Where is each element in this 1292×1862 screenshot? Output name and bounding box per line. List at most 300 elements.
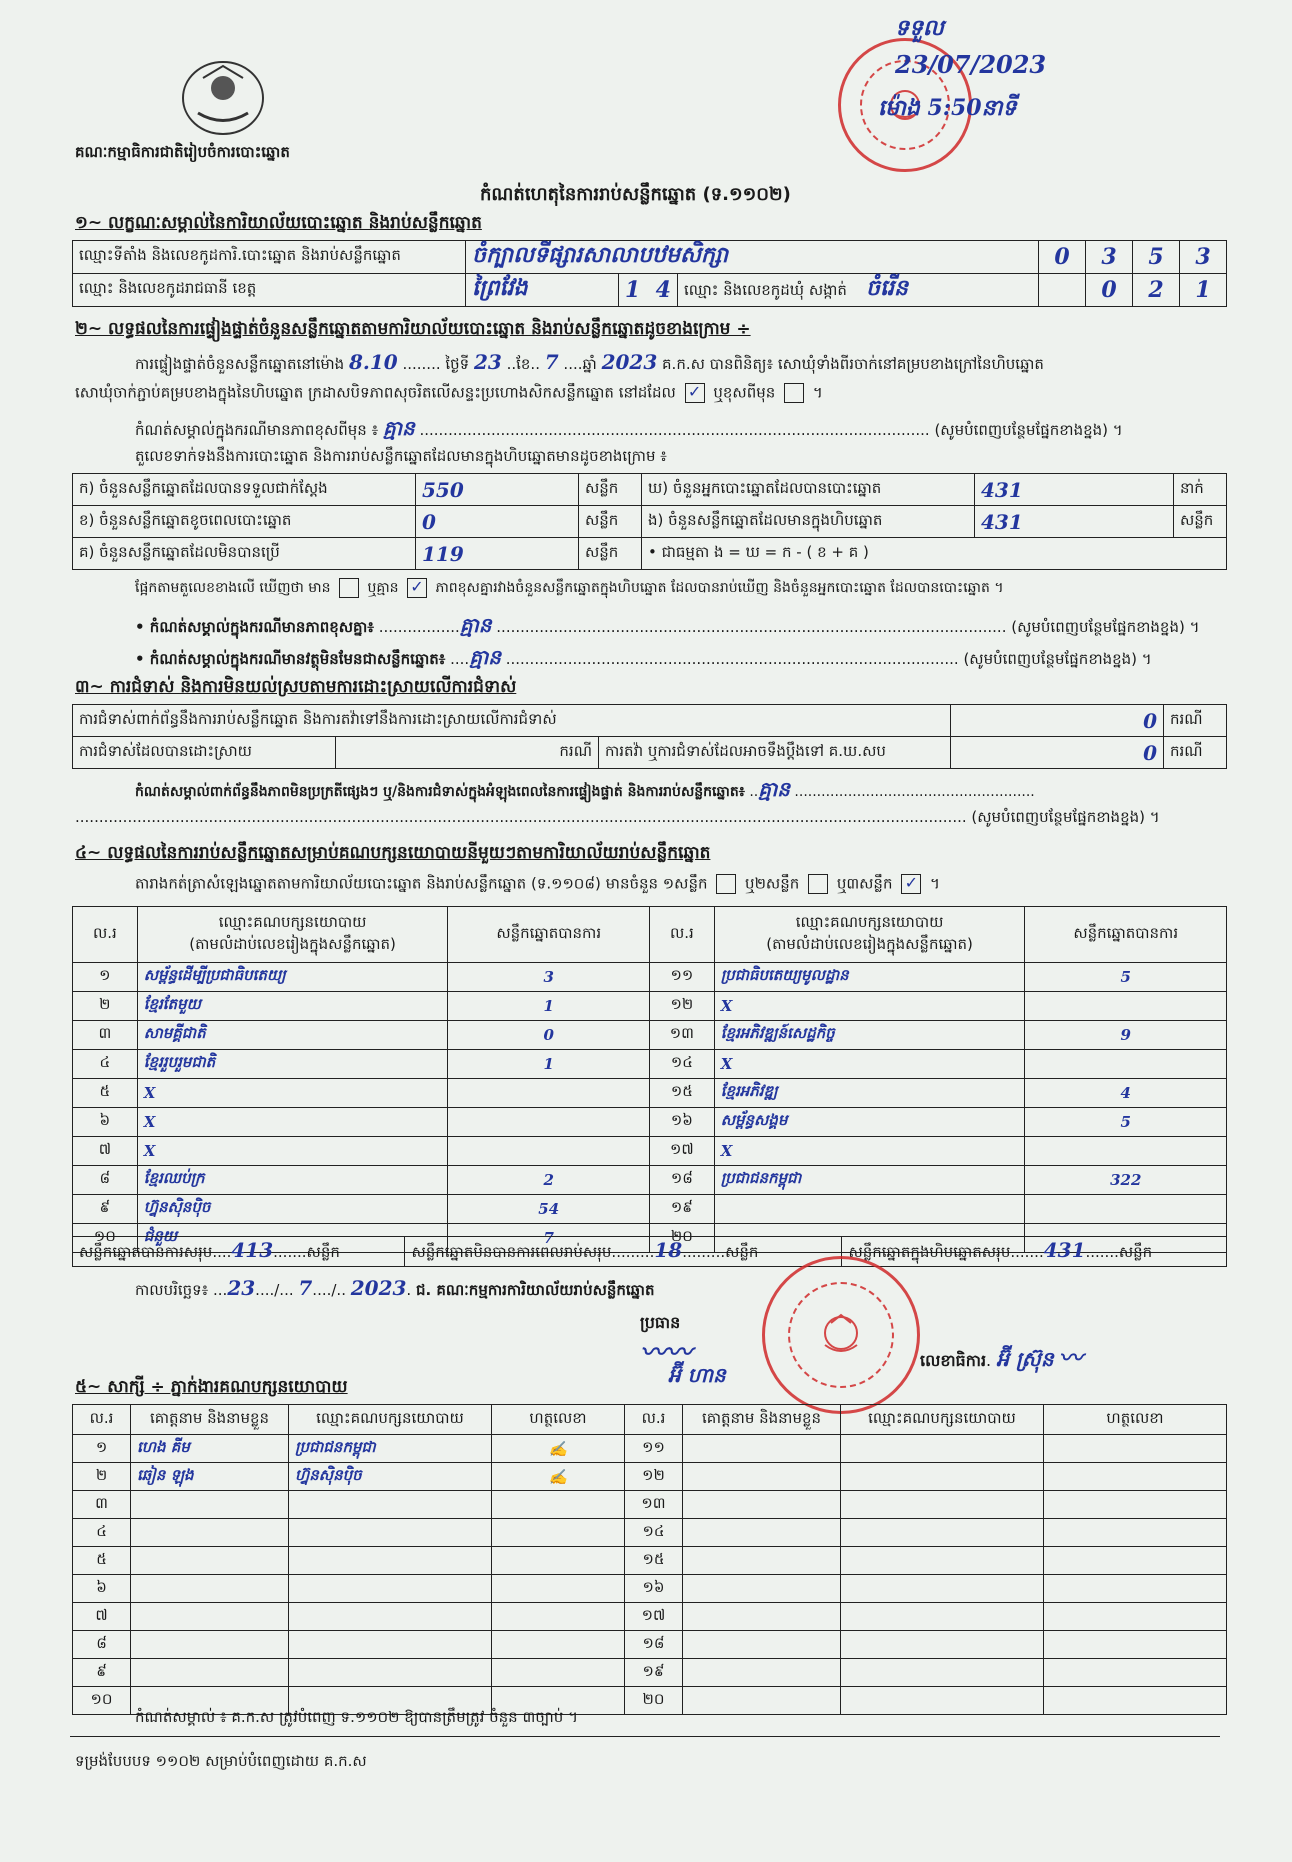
voters-unit: នាក់ — [1174, 474, 1227, 506]
party-no: ១៣ — [649, 1021, 714, 1050]
party-name — [714, 1195, 1025, 1224]
witness-col-party-right: ឈ្មោះគណបក្សនយោបាយ — [841, 1405, 1044, 1435]
witness-no: ១៩ — [625, 1659, 683, 1687]
witness-row — [73, 1603, 1227, 1631]
received-unit: សន្លឹក — [579, 474, 642, 506]
witness-party: ហ្វ៊ុនស៊ិនប៉ិច — [289, 1463, 492, 1491]
witness-name: ហេង គីម — [131, 1435, 289, 1463]
party-votes — [1025, 1137, 1227, 1166]
spoiled-label: ខ) ចំនួនសន្លឹកឆ្នោតខូចពេលបោះឆ្នោត — [73, 506, 416, 538]
spoiled-unit: សន្លឹក — [579, 506, 642, 538]
party-name: សាមគ្គីជាតិ — [137, 1021, 448, 1050]
org-name: គណៈកម្មាធិការជាតិរៀបចំការបោះឆ្នោត — [75, 143, 290, 161]
figures-row — [73, 538, 1227, 570]
witness-signature — [492, 1575, 625, 1603]
party-row — [73, 1108, 1227, 1137]
province-name: ព្រៃវែង — [466, 274, 619, 307]
witness-signature — [1044, 1575, 1227, 1603]
totals-table — [72, 1236, 1227, 1267]
station-label: ឈ្មោះទីតាំង និងលេខកូដការិ.បោះឆ្នោត និងរាប់សន្លឹកឆ្នោត — [73, 241, 466, 274]
party-votes: 4 — [1025, 1079, 1227, 1108]
col-party-right-title: ឈ្មោះគណបក្សនយោបាយ — [795, 912, 944, 931]
ballot-figures-table — [72, 473, 1227, 570]
witness-no: ៤ — [73, 1519, 131, 1547]
party-row — [73, 1050, 1227, 1079]
in-box-unit: សន្លឹក — [1174, 506, 1227, 538]
witness-party — [841, 1519, 1044, 1547]
witness-col-name-left: គោត្តនាម និងនាមខ្លួន — [131, 1405, 289, 1435]
station-code-4: 3 — [1180, 241, 1227, 274]
one-sheet-checkbox[interactable] — [716, 874, 736, 894]
complaints-value: 0 — [951, 705, 1164, 737]
witness-no: ៥ — [73, 1547, 131, 1575]
in-box-label: ង) ចំនួនសន្លឹកឆ្នោតដែលមានក្នុងហិបឆ្នោត — [642, 506, 975, 538]
received-value: 550 — [416, 474, 579, 506]
witness-row — [73, 1631, 1227, 1659]
party-name: ហ្វ៊ុនស៊ិនប៉ិច — [137, 1195, 448, 1224]
col-no-left: ល.រ — [73, 907, 138, 963]
party-name: ប្រជាធិបតេយ្យមូលដ្ឋាន — [714, 963, 1025, 992]
total-invalid-unit: សន្លឹក — [725, 1243, 759, 1261]
witness-col-sign-left: ហត្ថលេខា — [492, 1405, 625, 1435]
witness-signature — [492, 1547, 625, 1575]
unchanged-checkbox[interactable]: ✓ — [685, 383, 705, 403]
witness-party — [289, 1491, 492, 1519]
witness-signature — [1044, 1687, 1227, 1715]
witness-signature — [1044, 1491, 1227, 1519]
secretary-label: លេខាធិការ — [920, 1351, 987, 1370]
section1-title: ១~ លក្ខណៈសម្គាល់នៃការិយាល័យបោះឆ្នោត និងរាប់សន្លឹកឆ្នោត — [75, 213, 482, 233]
witness-party — [289, 1547, 492, 1575]
verify-year-label: ឆ្នាំ — [582, 355, 597, 373]
station-code-1: 0 — [1039, 241, 1086, 274]
party-name: X — [137, 1108, 448, 1137]
tally-line-end: ។ — [930, 874, 940, 893]
party-row — [73, 1166, 1227, 1195]
witness-name — [683, 1575, 841, 1603]
party-votes: 9 — [1025, 1021, 1227, 1050]
commune-code-1: 0 — [1086, 274, 1133, 307]
witness-signature — [1044, 1631, 1227, 1659]
in-box-value: 431 — [975, 506, 1174, 538]
difference-no-checkbox[interactable]: ✓ — [407, 578, 427, 598]
witness-no: ១៥ — [625, 1547, 683, 1575]
party-no: ១ — [73, 963, 138, 992]
stamp-note-2: 23/07/2023 — [895, 50, 1047, 79]
total-invalid-label: សន្លឹកឆ្នោតមិនបានការពេលរាប់សរុប — [411, 1243, 612, 1261]
complaints-unit: ករណី — [1164, 705, 1227, 737]
date-year: 2023 — [350, 1276, 407, 1300]
party-votes: 7 — [448, 1224, 650, 1253]
witness-party — [841, 1463, 1044, 1491]
col-votes-right: សន្លឹកឆ្នោតបានការ — [1025, 907, 1227, 963]
non-ballot-note-value: គ្មាន — [469, 645, 501, 669]
station-name: ចំក្បាលទីផ្សារសាលាបឋមសិក្សា — [466, 241, 1039, 274]
witness-signature — [1044, 1603, 1227, 1631]
difference-note-label: កំណត់សម្គាល់ក្នុងករណីមានភាពខុសពីមុន ៖ — [135, 421, 379, 439]
footer-divider — [70, 1736, 1220, 1737]
party-votes: 2 — [448, 1166, 650, 1195]
party-name: សម្ព័ន្ធសង្គម — [714, 1108, 1025, 1137]
date-suffix: ជ. គណៈកម្មការការិយាល័យរាប់សន្លឹកឆ្នោត — [415, 1281, 655, 1299]
verify-line-2-text: សោឃុំចាក់ភ្ជាប់គម្របខាងក្នុងនៃហិបឆ្នោត ក្រដាសបិទភាពសុចរិតលើសន្ទះប្រហោងសិកសន្លឹកឆ្នោត នៅដដែល — [75, 383, 676, 402]
province-code-1: 1 — [625, 277, 641, 303]
party-no: ១៤ — [649, 1050, 714, 1079]
tally-3-sheet-label: ឬ៣សន្លឹក — [836, 874, 893, 893]
party-row — [73, 1137, 1227, 1166]
party-no: ២ — [73, 992, 138, 1021]
secretary-name: អ៊ី ស្រ៊ុន — [996, 1347, 1054, 1371]
unused-value: 119 — [416, 538, 579, 570]
witness-no: ៩ — [73, 1659, 131, 1687]
chair-name: អ៊ី ហាន — [668, 1363, 726, 1387]
non-ballot-note-label: • កំណត់សម្គាល់ក្នុងករណីមានវត្ថុមិនមែនជាសន្លឹកឆ្នោត៖ — [135, 650, 446, 668]
verification-line-2 — [75, 383, 823, 406]
witness-party — [289, 1575, 492, 1603]
non-ballot-note: • កំណត់សម្គាល់ក្នុងករណីមានវត្ថុមិនមែនជាសន្លឹកឆ្នោត៖ ....គ្មាន ............................................................................................... (សូមបំពេញបន្ថែមផ្នែកខាងខ្នង) ។ — [135, 645, 1152, 669]
date-month: 7 — [298, 1276, 313, 1300]
commune-name: ចំរើន — [866, 275, 908, 301]
station-code-3: 5 — [1133, 241, 1180, 274]
verify-time: 8.10 — [348, 350, 398, 374]
province-code-2: 4 — [655, 277, 671, 303]
party-name: ខ្មែរឈប់ក្រ — [137, 1166, 448, 1195]
witness-name — [683, 1435, 841, 1463]
non-ballot-note-end: (សូមបំពេញបន្ថែមផ្នែកខាងខ្នង) ។ — [963, 650, 1152, 668]
witness-signature — [492, 1519, 625, 1547]
witness-name — [683, 1547, 841, 1575]
date-label: កាលបរិច្ឆេទ៖ — [135, 1281, 209, 1299]
station-code-2: 3 — [1086, 241, 1133, 274]
party-name: ខ្មែររួបរួមជាតិ — [137, 1050, 448, 1079]
commune-label: ឈ្មោះ និងលេខកូដឃុំ សង្កាត់ — [683, 281, 847, 299]
party-row — [73, 1079, 1227, 1108]
verify-line-2-end: ។ — [812, 383, 823, 402]
party-row — [73, 963, 1227, 992]
party-no: ១១ — [649, 963, 714, 992]
witness-row — [73, 1463, 1227, 1491]
witness-no: ១១ — [625, 1435, 683, 1463]
province-label: ឈ្មោះ និងលេខកូដរាជធានី ខេត្ត — [73, 274, 466, 307]
two-sheet-checkbox[interactable] — [808, 874, 828, 894]
party-votes: 322 — [1025, 1166, 1227, 1195]
witness-name — [683, 1603, 841, 1631]
section2-title: ២~ លទ្ធផលនៃការផ្ទៀងផ្ទាត់ចំនួនសន្លឹកឆ្នោតតាមការិយាល័យបោះឆ្នោត និងរាប់សន្លឹកឆ្នោតដូចខាងក្រោម ÷ — [75, 319, 751, 339]
witness-row — [73, 1519, 1227, 1547]
party-votes — [1025, 1195, 1227, 1224]
total-valid-unit: សន្លឹក — [306, 1243, 340, 1261]
party-votes: 5 — [1025, 963, 1227, 992]
tally-2-sheet-label: ឬ២សន្លឹក — [745, 874, 800, 893]
discrepancy-note-end: (សូមបំពេញបន្ថែមផ្នែកខាងខ្នង) ។ — [1011, 618, 1200, 636]
party-name: X — [137, 1079, 448, 1108]
spoiled-value: 0 — [416, 506, 579, 538]
party-rows — [73, 963, 1227, 1253]
witness-party — [841, 1603, 1044, 1631]
unused-label: គ) ចំនួនសន្លឹកឆ្នោតដែលមិនបានប្រើ — [73, 538, 416, 570]
witness-party — [841, 1547, 1044, 1575]
witness-rows — [73, 1435, 1227, 1715]
party-row — [73, 1195, 1227, 1224]
irregularity-note: កំណត់សម្គាល់ពាក់ព័ន្ធនឹងភាពមិនប្រក្រតីផ្សេងៗ ឬ/និងការជំទាស់ក្នុងអំឡុងពេលនៃការផ្ទៀងផ្ទាត់ និងការរាប់សន្លឹកឆ្នោត៖ ..គ្មាន ...................................................... — [135, 777, 1035, 801]
verify-month-label: ខែ — [516, 355, 531, 373]
party-no: ៣ — [73, 1021, 138, 1050]
resolved-unit: ករណី — [336, 737, 599, 769]
party-votes — [448, 1108, 650, 1137]
witness-party — [841, 1659, 1044, 1687]
verify-year: 2023 — [601, 350, 658, 374]
commune-code-3: 1 — [1180, 274, 1227, 307]
witness-no: ១៧ — [625, 1603, 683, 1631]
party-no: ១២ — [649, 992, 714, 1021]
total-valid-cell: សន្លឹកឆ្នោតបានការសរុប....413.......សន្លឹក — [73, 1237, 405, 1267]
witness-col-sign-right: ហត្ថលេខា — [1044, 1405, 1227, 1435]
difference-yes-label: ផ្អែកតាមតួលេខខាងលើ ឃើញថា មាន — [135, 580, 331, 596]
party-no: ៩ — [73, 1195, 138, 1224]
chair-label: ប្រធាន — [640, 1313, 681, 1332]
tally-1-sheet-label: តារាងកត់ត្រាសំឡេងឆ្នោតតាមការិយាល័យបោះឆ្នោត និងរាប់សន្លឹកឆ្នោត (ទ.១១០៨) មានចំនួន ១សន្លឹក — [135, 874, 708, 893]
complaints-table — [72, 704, 1227, 769]
complaints-label: ការជំទាស់ពាក់ព័ន្ធនឹងការរាប់សន្លឹកឆ្នោត និងការតវ៉ាទៅនឹងការដោះស្រាយលើការជំទាស់ — [73, 705, 951, 737]
irregularity-note-line-2: ........................................................................................................................................................................................... (សូមបំពេញបន្ថែមផ្នែកខាងខ្នង) ។ — [75, 808, 1160, 826]
total-valid: 413 — [231, 1238, 274, 1262]
verify-time-label: ការផ្ទៀងផ្ទាត់ចំនួនសន្លឹកឆ្នោតនៅម៉ោង — [135, 355, 345, 373]
witness-party: ប្រជាជនកម្ពុជា — [289, 1435, 492, 1463]
commune-block — [677, 274, 1038, 307]
verification-line-1: ការផ្ទៀងផ្ទាត់ចំនួនសន្លឹកឆ្នោតនៅម៉ោង 8.10 ........ ថ្ងៃទី 23 ..ខែ.. 7 ....ឆ្នាំ 2023 គ.ក.ស បានពិនិត្យ៖ សោឃុំទាំងពីរចាក់នៅគម្របខាងក្រៅនៃហិបឆ្នោត — [135, 350, 1044, 374]
verify-line-1-end: គ.ក.ស បានពិនិត្យ៖ សោឃុំទាំងពីរចាក់នៅគម្របខាងក្រៅនៃហិបឆ្នោត — [662, 355, 1044, 373]
party-name: ខ្មែរតែមួយ — [137, 992, 448, 1021]
witness-no: ២០ — [625, 1687, 683, 1715]
witness-no: ១៤ — [625, 1519, 683, 1547]
witness-signature — [1044, 1519, 1227, 1547]
three-sheet-checkbox[interactable]: ✓ — [901, 874, 921, 894]
difference-check-text: ភាពខុសគ្នារវាងចំនួនសន្លឹកឆ្នោតក្នុងហិបឆ្នោត ដែលបានរាប់ឃើញ និងចំនួនអ្នកបោះឆ្នោត ដែលបានបោះឆ្នោត ។ — [435, 580, 1004, 596]
copies-note: កំណត់សម្គាល់ ៖ គ.ក.ស ត្រូវបំពេញ ទ.១១០២ ឱ្យបានត្រឹមត្រូវ ចំនួន ៣ច្បាប់ ។ — [135, 1708, 578, 1726]
witness-no: ២ — [73, 1463, 131, 1491]
witness-signature — [1044, 1435, 1227, 1463]
total-box-cell: សន្លឹកឆ្នោតក្នុងហិបឆ្នោតសរុប.......431.......សន្លឹក — [842, 1237, 1227, 1267]
party-no: ១៨ — [649, 1166, 714, 1195]
appeal-unit: ករណី — [1164, 737, 1227, 769]
changed-checkbox[interactable] — [784, 383, 804, 403]
witness-no: ១៨ — [625, 1631, 683, 1659]
witness-col-no-right: ល.រ — [625, 1405, 683, 1435]
party-no: ៤ — [73, 1050, 138, 1079]
col-party-left — [137, 907, 448, 963]
total-invalid: 18 — [654, 1238, 683, 1262]
changed-label: ឬខុសពីមុន — [713, 383, 776, 402]
party-votes: 54 — [448, 1195, 650, 1224]
verify-month: 7 — [544, 350, 559, 374]
verify-day: 23 — [473, 350, 502, 374]
irregularity-note-end: (សូមបំពេញបន្ថែមផ្នែកខាងខ្នង) ។ — [971, 808, 1160, 826]
formula-note: • ជាធម្មតា ង = ឃ = ក - ( ខ + គ ) — [642, 538, 1227, 570]
voters-label: ឃ) ចំនួនអ្នកបោះឆ្នោតដែលបានបោះឆ្នោត — [642, 474, 975, 506]
witness-name — [683, 1519, 841, 1547]
difference-note-value: គ្មាន — [382, 416, 415, 440]
witness-signature — [492, 1631, 625, 1659]
date-day: 23 — [227, 1276, 256, 1300]
party-no: ១៩ — [649, 1195, 714, 1224]
witness-name: ឆៀន ឡុង — [131, 1463, 289, 1491]
commune-code-2: 2 — [1133, 274, 1180, 307]
witness-name — [131, 1603, 289, 1631]
witness-name — [683, 1659, 841, 1687]
party-name: សម្ព័ន្ធដើម្បីប្រជាធិបតេយ្យ — [137, 963, 448, 992]
party-votes — [448, 1079, 650, 1108]
party-votes — [1025, 992, 1227, 1021]
witness-no: ១៦ — [625, 1575, 683, 1603]
difference-check-line — [135, 578, 1004, 599]
party-name: X — [714, 1137, 1025, 1166]
discrepancy-note-label: • កំណត់សម្គាល់ក្នុងករណីមានភាពខុសគ្នា៖ — [135, 618, 374, 636]
signing-date: កាលបរិច្ឆេទ៖ ...23..../... 7..../.. 2023. ជ. គណៈកម្មការការិយាល័យរាប់សន្លឹកឆ្នោត — [135, 1276, 655, 1300]
witness-party — [289, 1659, 492, 1687]
party-row — [73, 992, 1227, 1021]
witness-no: ១ — [73, 1435, 131, 1463]
party-votes: 1 — [448, 992, 650, 1021]
witness-name — [131, 1491, 289, 1519]
party-no: ៦ — [73, 1108, 138, 1137]
party-no: ១៥ — [649, 1079, 714, 1108]
nec-emblem-icon — [178, 58, 268, 138]
difference-no-label: ឬគ្មាន — [367, 580, 399, 596]
resolved-label: ការជំទាស់ដែលបានដោះស្រាយ — [73, 737, 336, 769]
witness-signature — [1044, 1547, 1227, 1575]
col-votes-left: សន្លឹកឆ្នោតបានការ — [448, 907, 650, 963]
witness-name — [683, 1463, 841, 1491]
witness-no: ៦ — [73, 1575, 131, 1603]
witness-signature — [492, 1491, 625, 1519]
col-no-right: ល.រ — [649, 907, 714, 963]
party-votes: 1 — [448, 1050, 650, 1079]
official-stamp — [762, 1256, 920, 1414]
party-votes: 0 — [448, 1021, 650, 1050]
party-name: ប្រជាជនកម្ពុជា — [714, 1166, 1025, 1195]
witness-col-no-left: ល.រ — [73, 1405, 131, 1435]
figures-intro: តួលេខទាក់ទងនឹងការបោះឆ្នោត និងការរាប់សន្លឹកឆ្នោតដែលមានក្នុងហិបឆ្នោតមានដូចខាងក្រោម ៖ — [135, 447, 667, 465]
witness-party — [289, 1519, 492, 1547]
witness-row — [73, 1435, 1227, 1463]
party-no: ៨ — [73, 1166, 138, 1195]
party-votes: 3 — [448, 963, 650, 992]
witness-row — [73, 1547, 1227, 1575]
party-votes: 5 — [1025, 1108, 1227, 1137]
voters-value: 431 — [975, 474, 1174, 506]
witness-party — [289, 1603, 492, 1631]
witness-name — [131, 1631, 289, 1659]
party-no: ១០ — [73, 1224, 138, 1253]
witness-signature — [1044, 1659, 1227, 1687]
secretary-block: លេខាធិការ. អ៊ី ស្រ៊ុន 〰 — [920, 1343, 1083, 1372]
witness-name — [131, 1519, 289, 1547]
witness-signature — [1044, 1463, 1227, 1491]
witness-signature: ✍ — [492, 1435, 625, 1463]
witness-name — [683, 1631, 841, 1659]
party-name: ខ្មែរអភិវឌ្ឍ — [714, 1079, 1025, 1108]
chair-signature: 〰〰 — [640, 1338, 693, 1368]
party-no: ២០ — [649, 1224, 714, 1253]
figures-row — [73, 474, 1227, 506]
section4-title: ៤~ លទ្ធផលនៃការរាប់សន្លឹកឆ្នោតសម្រាប់គណបក្សនយោបាយនីមួយៗតាមការិយាល័យរាប់សន្លឹកឆ្នោត — [75, 843, 711, 863]
witness-name — [131, 1659, 289, 1687]
form-footer: ទម្រង់បែបបទ ១១០២ សម្រាប់បំពេញដោយ គ.ក.ស — [75, 1752, 367, 1770]
witness-col-name-right: គោត្តនាម និងនាមខ្លួន — [683, 1405, 841, 1435]
party-no: ១៦ — [649, 1108, 714, 1137]
stamp-note-3: ម៉ោង 5:50នាទី — [878, 95, 1017, 121]
col-party-left-sub: (តាមលំដាប់លេខរៀងក្នុងសន្លឹកឆ្នោត) — [189, 934, 396, 953]
witness-party — [841, 1687, 1044, 1715]
appeal-value: 0 — [951, 737, 1164, 769]
witness-no: ១០ — [73, 1687, 131, 1715]
stamp-note-1: ទទួល — [895, 15, 944, 41]
witness-row — [73, 1491, 1227, 1519]
witness-row — [73, 1659, 1227, 1687]
section5-title: ៥~ សាក្សី ÷ ភ្នាក់ងារគណបក្សនយោបាយ — [75, 1377, 348, 1397]
appeal-label: ការតវ៉ា ឬការជំទាស់ដែលអាចទឹងប្តឹងទៅ គ.ឃ.សប — [599, 737, 951, 769]
witness-no: ៧ — [73, 1603, 131, 1631]
difference-yes-checkbox[interactable] — [339, 578, 359, 598]
total-box-unit: សន្លឹក — [1118, 1243, 1153, 1261]
difference-note-end: (សូមបំពេញបន្ថែមផ្នែកខាងខ្នង) ។ — [934, 421, 1123, 439]
witness-party — [841, 1491, 1044, 1519]
witness-no: ៣ — [73, 1491, 131, 1519]
discrepancy-note-value: គ្មាន — [459, 613, 492, 637]
witness-no: ១២ — [625, 1463, 683, 1491]
province-code — [619, 274, 678, 307]
witness-party — [841, 1435, 1044, 1463]
section1-table — [72, 240, 1227, 307]
party-no: ១៧ — [649, 1137, 714, 1166]
col-party-right-sub: (តាមលំដាប់លេខរៀងក្នុងសន្លឹកឆ្នោត) — [766, 934, 973, 953]
secretary-signature: 〰 — [1058, 1343, 1083, 1372]
party-no: ៥ — [73, 1079, 138, 1108]
irregularity-note-label: កំណត់សម្គាល់ពាក់ព័ន្ធនឹងភាពមិនប្រក្រតីផ្សេងៗ ឬ/និងការជំទាស់ក្នុងអំឡុងពេលនៃការផ្ទៀងផ្ទាត់ និងការរាប់សន្លឹកឆ្នោត៖ — [135, 784, 745, 800]
witness-name — [683, 1687, 841, 1715]
party-name: X — [714, 992, 1025, 1021]
party-name: ខ្មែរអភិវឌ្ឍន៍សេដ្ឋកិច្ច — [714, 1021, 1025, 1050]
party-no: ៧ — [73, 1137, 138, 1166]
witness-name — [683, 1491, 841, 1519]
party-votes — [1025, 1050, 1227, 1079]
form-title: កំណត់ហេតុនៃការរាប់សន្លឹកឆ្នោត (ទ.១១០២) — [480, 184, 791, 205]
witness-party — [841, 1575, 1044, 1603]
witness-table — [72, 1404, 1227, 1715]
witness-name — [131, 1547, 289, 1575]
witness-no: ១៣ — [625, 1491, 683, 1519]
discrepancy-note: • កំណត់សម្គាល់ក្នុងករណីមានភាពខុសគ្នា៖ .................គ្មាន ........................................................................................................... (សូមបំពេញបន្ថែមផ្នែកខាងខ្នង) ។ — [135, 613, 1200, 637]
witness-name — [131, 1575, 289, 1603]
total-box-label: សន្លឹកឆ្នោតក្នុងហិបឆ្នោតសរុប — [848, 1243, 1011, 1261]
party-row — [73, 1021, 1227, 1050]
col-party-right — [714, 907, 1025, 963]
witness-signature — [492, 1603, 625, 1631]
irregularity-note-value: គ្មាន — [758, 777, 790, 801]
difference-note: កំណត់សម្គាល់ក្នុងករណីមានភាពខុសពីមុន ៖ គ្មាន ........................................................................................................... (សូមបំពេញបន្ថែមផ្នែកខាងខ្នង) ។ — [135, 416, 1123, 440]
received-label: ក) ចំនួនសន្លឹកឆ្នោតដែលបានទទួលជាក់ស្តែង — [73, 474, 416, 506]
party-name: X — [137, 1137, 448, 1166]
witness-row — [73, 1575, 1227, 1603]
witness-signature: ✍ — [492, 1463, 625, 1491]
witness-col-party-left: ឈ្មោះគណបក្សនយោបាយ — [289, 1405, 492, 1435]
party-name: ជំនួយ — [137, 1224, 448, 1253]
party-results-table — [72, 906, 1227, 1253]
unused-unit: សន្លឹក — [579, 538, 642, 570]
party-votes — [448, 1137, 650, 1166]
witness-no: ៨ — [73, 1631, 131, 1659]
figures-row — [73, 506, 1227, 538]
